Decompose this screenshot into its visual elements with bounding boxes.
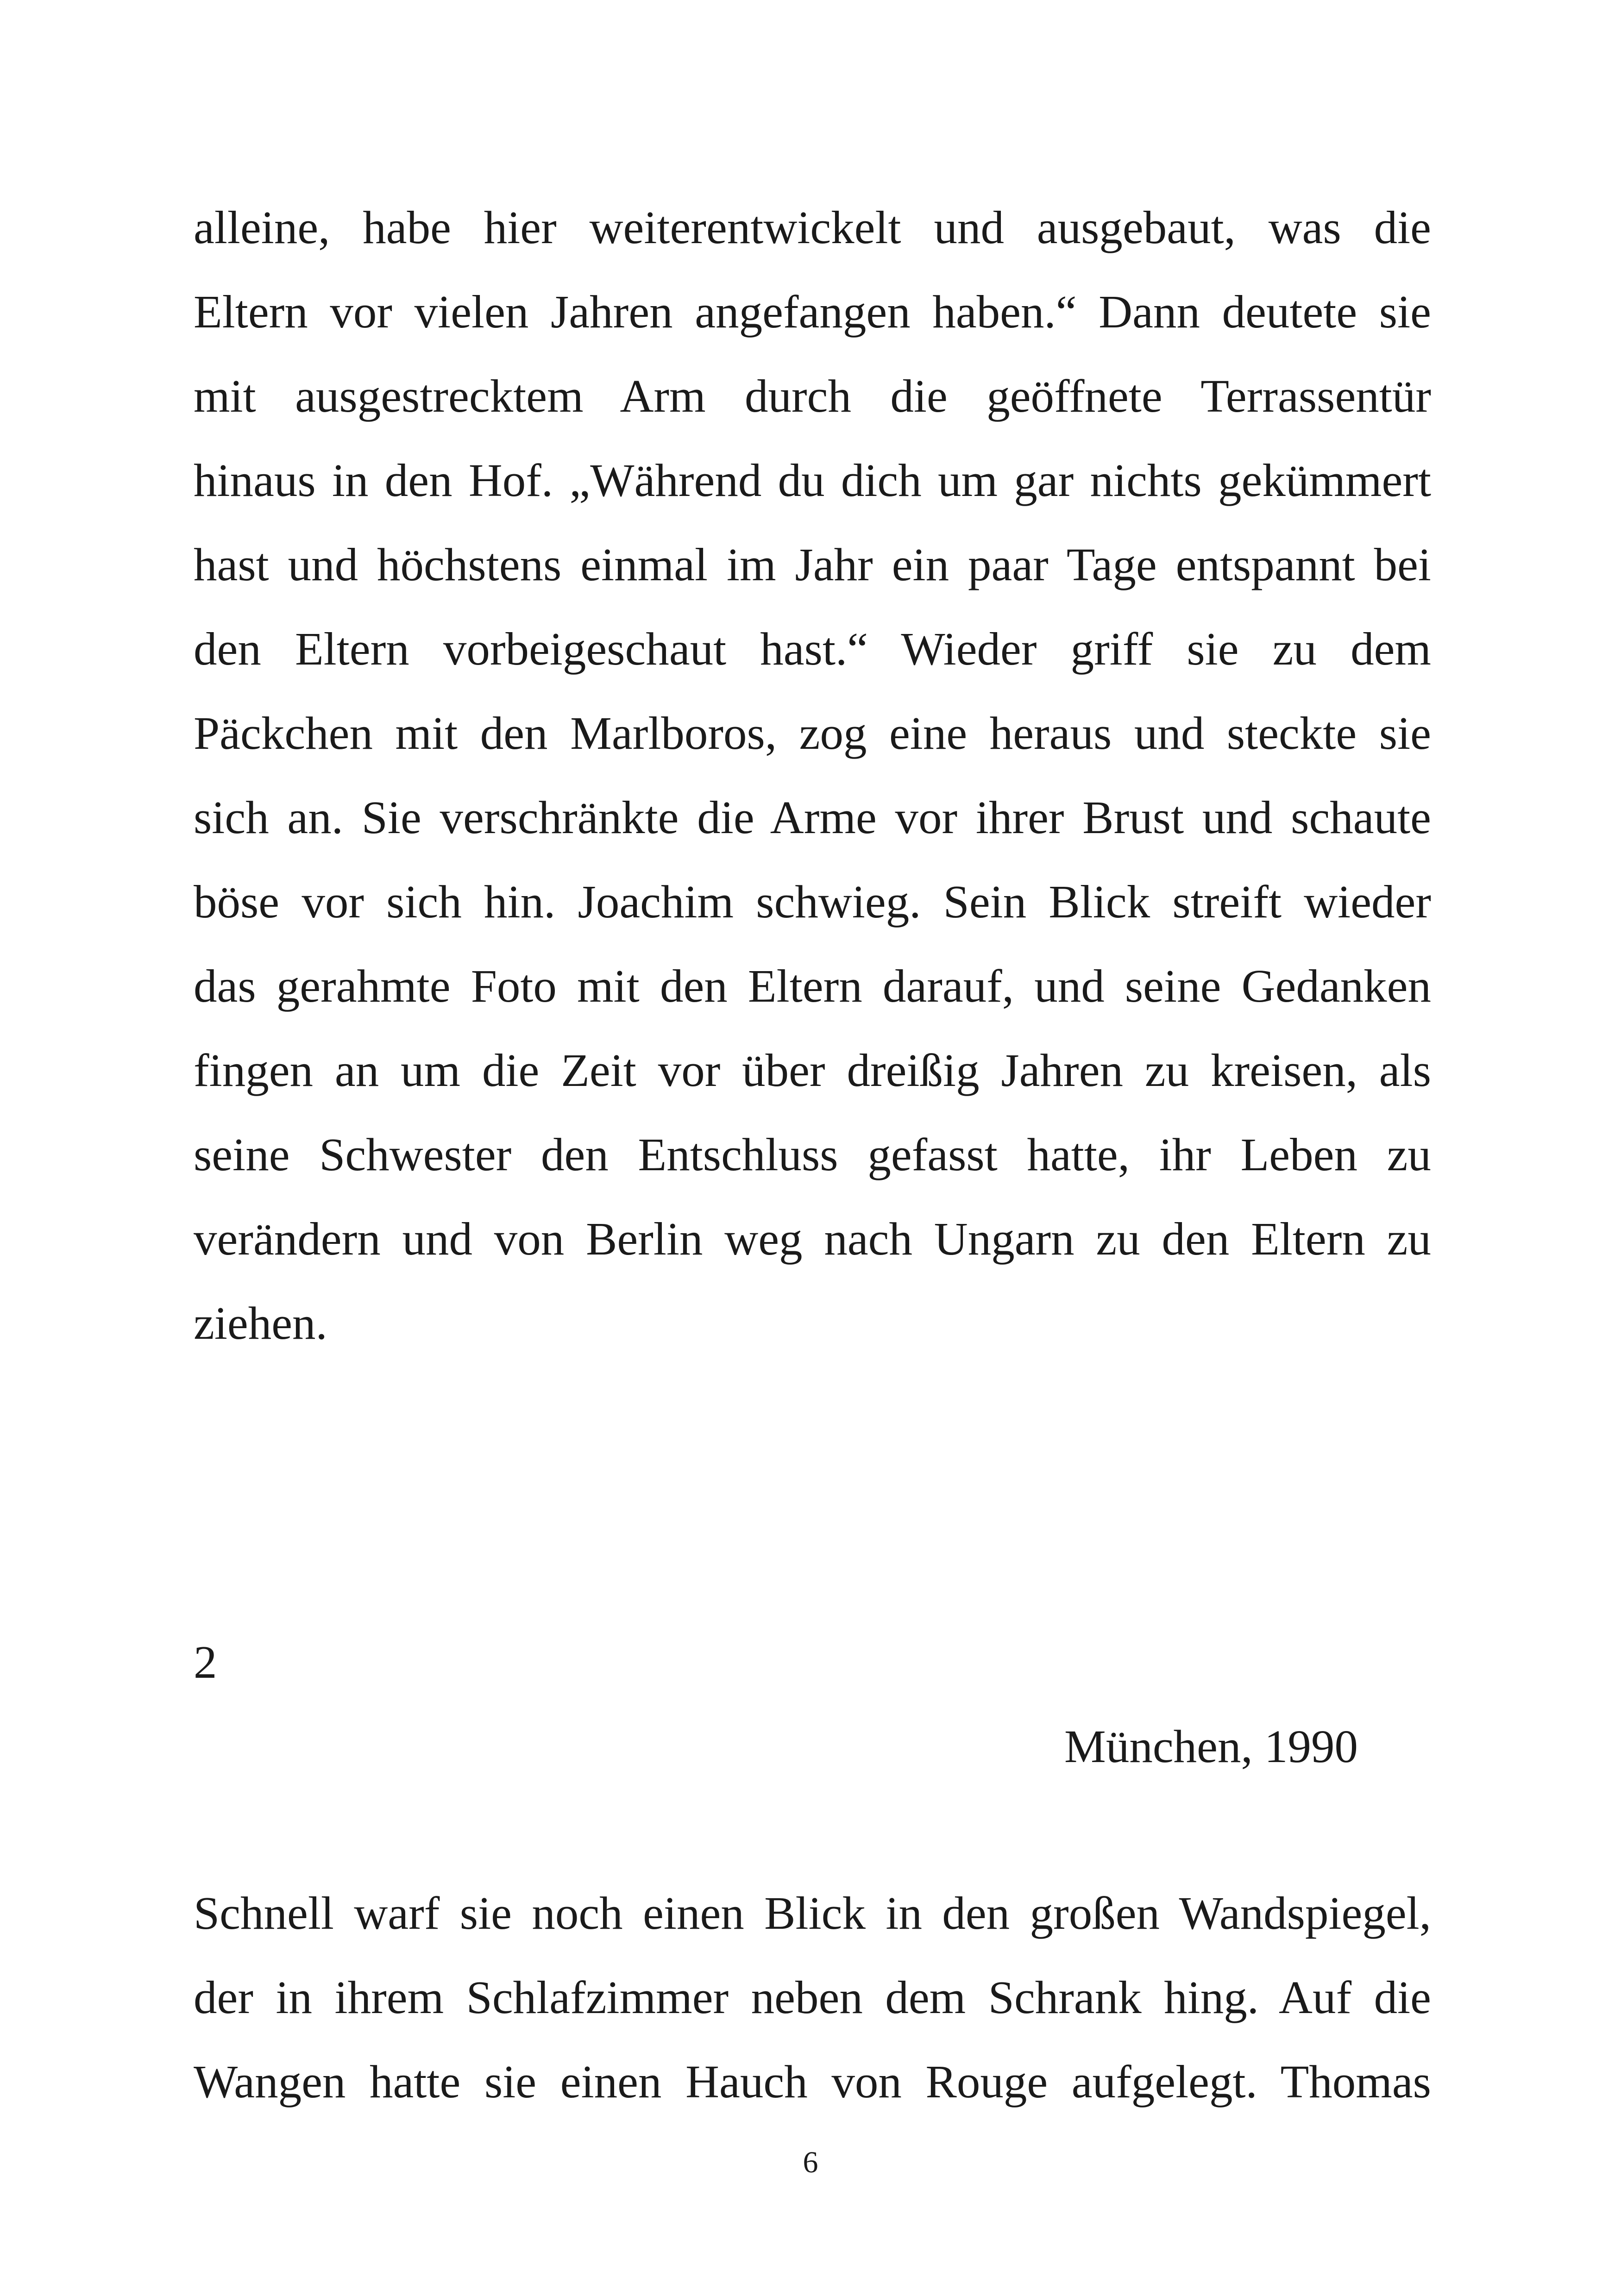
page-number: 6	[803, 2145, 818, 2179]
text-line: das gerahmte Foto mit den Eltern darauf, und seine Gedanken	[194, 960, 1431, 1012]
text-line: hinaus in den Hof. „Während du dich um gar nichts gekümmert	[194, 454, 1431, 506]
text-line: alleine, habe hier weiterentwickelt und ausgebaut, was die	[194, 201, 1431, 253]
text-line: Päckchen mit den Marlboros, zog eine heraus und steckte sie	[194, 707, 1431, 759]
text-line: den Eltern vorbeigeschaut hast.“ Wieder griff sie zu dem	[194, 623, 1431, 675]
text-line: sich an. Sie verschränkte die Arme vor ihrer Brust und schaute	[194, 791, 1431, 843]
text-line: seine Schwester den Entschluss gefasst hatte, ihr Leben zu	[194, 1129, 1431, 1180]
text-line: fingen an um die Zeit vor über dreißig Jahren zu kreisen, als	[194, 1044, 1431, 1096]
chapter-number: 2	[194, 1636, 217, 1688]
text-line: verändern und von Berlin weg nach Ungarn zu den Eltern zu	[194, 1213, 1431, 1265]
text-line: hast und höchstens einmal im Jahr ein paar Tage entspannt bei	[194, 539, 1431, 590]
text-line: Eltern vor vielen Jahren angefangen haben.“ Dann deutete sie	[194, 286, 1431, 338]
text-line: mit ausgestrecktem Arm durch die geöffnete Terrassentür	[194, 370, 1431, 422]
text-line: böse vor sich hin. Joachim schwieg. Sein Blick streift wieder	[194, 876, 1431, 928]
chapter-place-date: München, 1990	[1064, 1720, 1358, 1772]
text-line: Wangen hatte sie einen Hauch von Rouge aufgelegt. Thomas	[194, 2056, 1431, 2108]
paragraph-1	[194, 185, 1431, 1365]
text-line: ziehen.	[194, 1297, 327, 1349]
text-line: der in ihrem Schlafzimmer neben dem Schrank hing. Auf die	[194, 1971, 1431, 2023]
paragraph-2	[194, 1871, 1431, 2124]
text-line: Schnell warf sie noch einen Blick in den großen Wandspiegel,	[194, 1887, 1431, 1939]
